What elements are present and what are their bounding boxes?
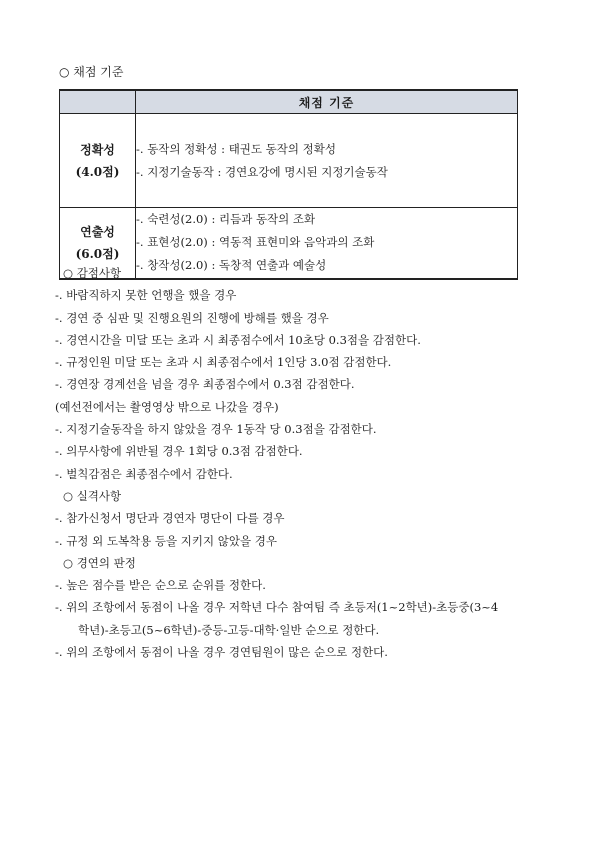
- disqualification-line: -. 참가신청서 명단과 경연자 명단이 다를 경우: [55, 511, 285, 526]
- judgment-heading: ○ 경연의 판정: [63, 555, 136, 570]
- category-points: (6.0점): [75, 246, 120, 261]
- criteria-items-accuracy: [136, 114, 518, 208]
- deduction-line: -. 지정기술동작을 하지 않았을 경우 1동작 당 0.3점을 감점한다.: [55, 422, 377, 437]
- category-cell-accuracy: [60, 114, 136, 208]
- scoring-criteria-heading: ○ 채점 기준: [59, 65, 124, 79]
- table-row-accuracy: [60, 114, 518, 208]
- deduction-line: (예선전에서는 촬영영상 밖으로 나갔을 경우): [55, 399, 279, 414]
- category-name: 연출성: [80, 224, 115, 239]
- deductions-heading: ○ 감점사항: [63, 266, 122, 280]
- deduction-line: -. 바람직하지 못한 언행을 했을 경우: [55, 288, 237, 303]
- criteria-item: -. 숙련성(2.0) : 리듬과 동작의 조화: [136, 212, 316, 227]
- deduction-line: -. 경연시간을 미달 또는 초과 시 최종점수에서 10초당 0.3점을 감점한다.: [55, 332, 421, 347]
- criteria-item: -. 지정기술동작 : 경연요강에 명시된 지정기술동작: [136, 164, 388, 179]
- table-header-blank-cell: [60, 90, 136, 114]
- scoring-criteria-table: [59, 89, 518, 280]
- judgment-line: -. 위의 조항에서 동점이 나올 경우 저학년 다수 참여팀 즉 초등저(1~2학년)-초등중(3~4: [55, 600, 499, 615]
- deductions-section: [55, 262, 575, 663]
- deduction-line: -. 경연장 경계선을 넘을 경우 최종점수에서 0.3점 감점한다.: [55, 377, 355, 392]
- deduction-line: -. 의무사항에 위반될 경우 1회당 0.3점 감점한다.: [55, 444, 303, 459]
- criteria-item: -. 창작성(2.0) : 독창적 연출과 예술성: [136, 258, 327, 273]
- deduction-line: -. 벌칙감점은 최종점수에서 감한다.: [55, 466, 233, 481]
- judgment-line: -. 높은 점수를 받은 순으로 순위를 정한다.: [55, 578, 266, 593]
- deduction-line: -. 경연 중 심판 및 진행요원의 진행에 방해를 했을 경우: [55, 310, 329, 325]
- criteria-item: -. 표현성(2.0) : 역동적 표현미와 음악과의 조화: [136, 235, 375, 250]
- category-points: (4.0점): [75, 164, 120, 179]
- judgment-line: -. 위의 조항에서 동점이 나올 경우 경연팀원이 많은 순으로 정한다.: [55, 645, 388, 660]
- judgment-line-continuation: 학년)-초등고(5~6학년)-중등-고등-대학·일반 순으로 정한다.: [78, 622, 380, 637]
- criteria-item: -. 동작의 정확성 : 태권도 동작의 정확성: [136, 141, 336, 156]
- disqualification-heading: ○ 실격사항: [63, 488, 122, 503]
- deduction-line: -. 규정인원 미달 또는 초과 시 최종점수에서 1인당 3.0점 감점한다.: [55, 355, 392, 370]
- table-header-title: 채점 기준: [136, 90, 518, 114]
- table-header-row: [60, 90, 518, 114]
- disqualification-line: -. 규정 외 도복착용 등을 지키지 않았을 경우: [55, 533, 277, 548]
- category-name: 정확성: [80, 142, 115, 157]
